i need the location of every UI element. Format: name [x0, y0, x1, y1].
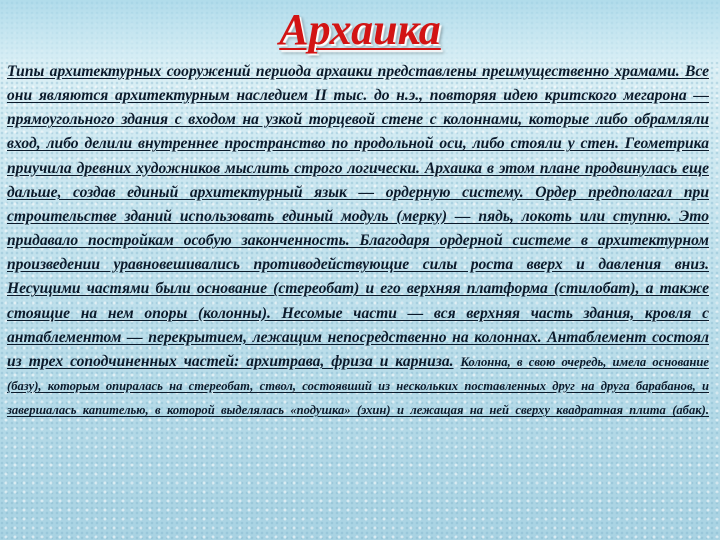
body-text: [7, 60, 709, 422]
main-paragraph: Типы архитектурных сооружений периода архаики представлены преимущественно храмами. Все они являются архитектурным наследием II тыс. до н.э., повторяя идею критского мегарона — прямоугольного здания с входом на узкой торцевой стене с колоннами, которые либо обрамляли вход, либо делили внутреннее пространство по продольной оси, либо стояли у стен. Геометрика приучила древних художников мыслить строго логически. Архаика в этом плане продвинулась еще дальше, создав единый архитектурный язык — ордерную систему. Ордер предполагал при строительстве зданий использовать единый модуль (мерку) — пядь, локоть или ступню. Это придавало постройкам особую законченность. Благодаря ордерной системе в архитектурном произведении уравновешивались противодействующие силы роста вверх и давления вниз. Несущими частями были основание (стереобат) и его верхняя платформа (стилобат), а также стоящие на нем опоры (колонны). Несомые части — вся верхняя часть здания, кровля с антаблементом — перекрытием, лежащим непосредственно на колоннах. Антаблемент состоял из трех соподчиненных частей: архитрава, фриза и карниза.: [7, 63, 709, 370]
column-paragraph: Колонна, в свою очередь, имела основание (базу), которым опиралась на стереобат, ствол, состоявший из нескольких поставленных друг на друга барабанов, и завершалась капителью, в которой выделялась «подушка» (эхин) и лежащая на ней сверху квадратная плита (абак).: [7, 354, 709, 418]
page-title: Архаика: [279, 5, 441, 54]
